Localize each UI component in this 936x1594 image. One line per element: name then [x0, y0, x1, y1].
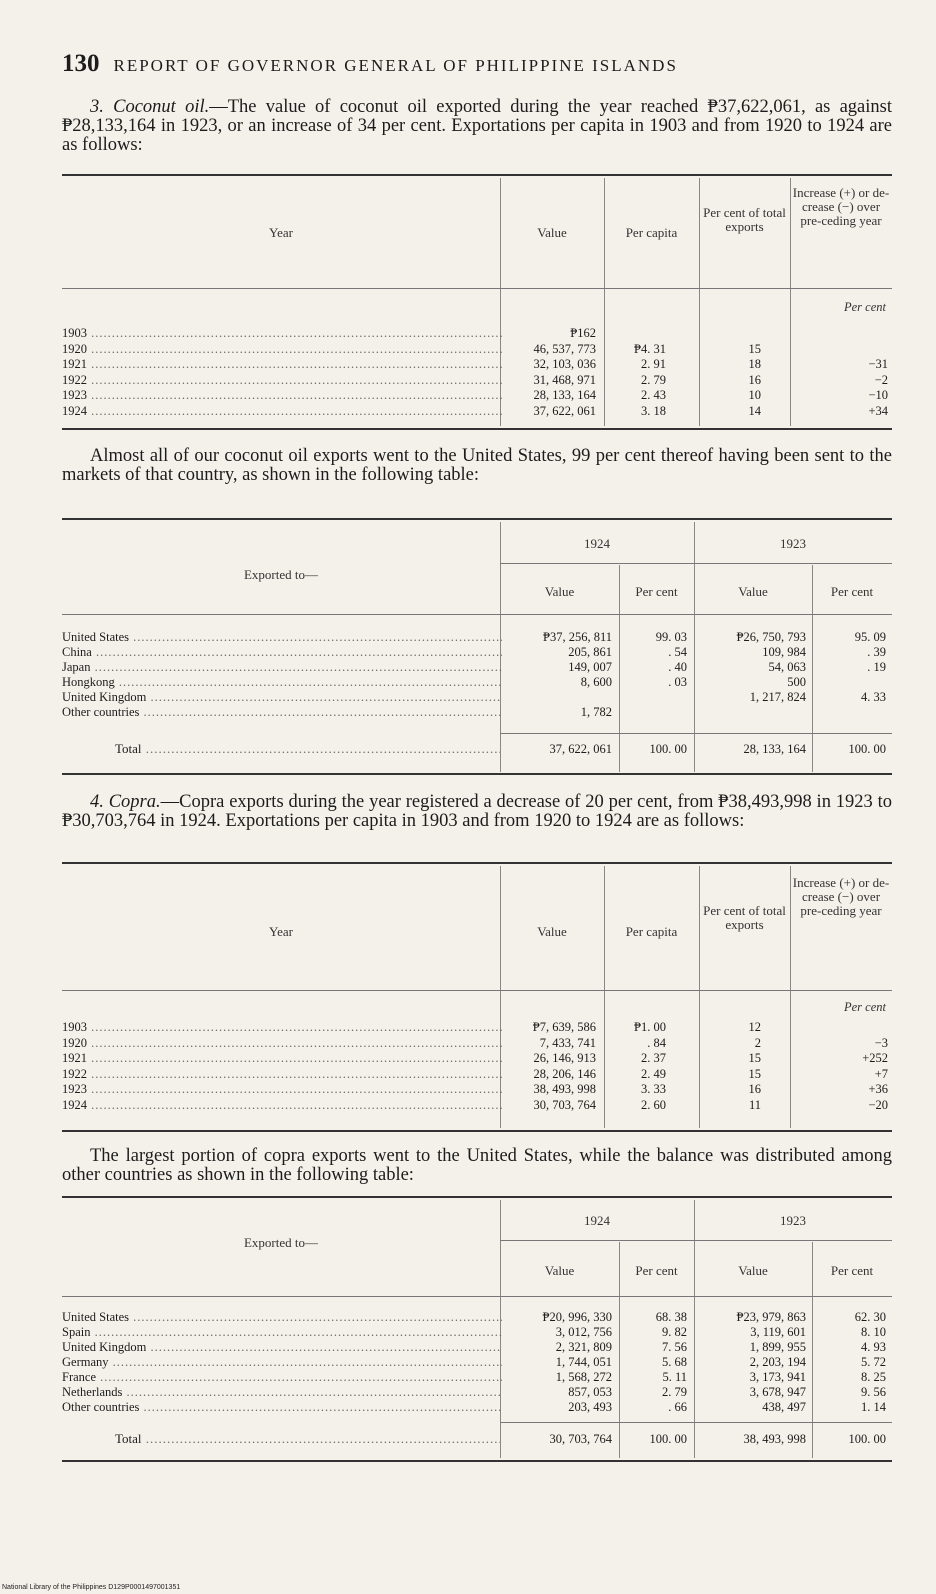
row-percent-1924: . 54 — [668, 645, 687, 659]
row-percent-1923: . 39 — [867, 645, 886, 659]
row-value: 7, 433, 741 — [539, 1035, 596, 1050]
row-increase: −3 — [874, 1035, 888, 1050]
row-country: Other countries ..... — [62, 705, 502, 719]
row-value-1924: 2, 321, 809 — [555, 1340, 612, 1354]
col-header-value-1924: Value — [544, 1263, 575, 1278]
row-country: United States ..... — [62, 1310, 502, 1324]
col-header-year: Year — [269, 924, 293, 939]
row-percent-1923: 62. 30 — [854, 1310, 886, 1324]
row-value-1923: ₱23, 979, 863 — [736, 1310, 806, 1324]
row-per-capita: 2. 37 — [641, 1051, 666, 1065]
row-percent-1923: 95. 09 — [854, 630, 886, 644]
row-year: 1924 ..... — [62, 1098, 502, 1112]
row-value-1923: 500 — [787, 675, 806, 689]
row-year: 1924 ..... — [62, 404, 502, 418]
total-value-1924: 37, 622, 061 — [549, 742, 612, 756]
row-percent-1924: 9. 82 — [662, 1325, 687, 1339]
row-per-cent: 15 — [748, 1066, 761, 1081]
row-value-1924: 857, 053 — [568, 1385, 612, 1399]
row-per-cent: 11 — [748, 1097, 761, 1112]
col-header-value-1924: Value — [544, 584, 575, 599]
unit-label: Per cent — [844, 300, 886, 314]
col-header-percent-1923: Per cent — [830, 1263, 874, 1278]
row-per-cent: 15 — [748, 341, 761, 356]
row-per-cent: 15 — [748, 1051, 761, 1065]
row-increase: −10 — [868, 388, 888, 402]
col-header-percent-1924: Per cent — [635, 584, 678, 599]
row-percent-1923: 1. 14 — [861, 1400, 886, 1414]
total-percent-1923: 100. 00 — [848, 1432, 886, 1446]
row-value-1923: ₱26, 750, 793 — [736, 630, 806, 644]
year-header-1924: 1924 — [584, 536, 610, 551]
row-increase: −31 — [868, 357, 888, 371]
row-value-1924: 1, 782 — [580, 705, 612, 719]
row-per-capita: ₱4. 31 — [634, 341, 666, 356]
row-value-1923: 3, 678, 947 — [749, 1385, 806, 1399]
col-header-exported-to: Exported to— — [243, 1235, 318, 1250]
row-value-1924: 205, 861 — [568, 645, 612, 659]
paragraph-coconut-oil-destinations — [62, 447, 892, 485]
total-label: Total ..... — [115, 1432, 500, 1446]
row-per-cent: 16 — [748, 1082, 761, 1096]
row-value: 28, 133, 164 — [533, 388, 596, 402]
total-value-1924: 30, 703, 764 — [549, 1432, 612, 1446]
row-year: 1923 ..... — [62, 388, 502, 402]
row-year: 1922 ..... — [62, 373, 502, 387]
row-year: 1903 ..... — [62, 326, 502, 340]
total-percent-1924: 100. 00 — [649, 1432, 687, 1446]
total-percent-1923: 100. 00 — [848, 742, 886, 756]
year-header-1923: 1923 — [780, 536, 806, 551]
row-value-1924: 1, 744, 051 — [555, 1355, 612, 1369]
row-value: 38, 493, 998 — [533, 1082, 596, 1096]
row-per-cent: 10 — [748, 388, 761, 402]
row-percent-1923: 9. 56 — [861, 1385, 886, 1399]
row-value: 30, 703, 764 — [533, 1097, 596, 1112]
row-percent-1924: 5. 68 — [662, 1355, 687, 1369]
row-value: 31, 468, 971 — [533, 372, 596, 387]
year-header-1923: 1923 — [780, 1213, 806, 1228]
row-per-capita: 3. 18 — [641, 403, 666, 418]
row-value-1923: 2, 203, 194 — [749, 1355, 806, 1369]
row-country: Other countries ..... — [62, 1400, 502, 1414]
row-year: 1921 ..... — [62, 1051, 502, 1065]
col-header-value: Value — [537, 225, 567, 240]
row-value-1924: ₱37, 256, 811 — [543, 630, 612, 644]
total-label: Total ..... — [115, 742, 500, 756]
col-header-value-1923: Value — [738, 584, 768, 599]
row-value: ₱162 — [570, 326, 596, 340]
row-per-cent: 16 — [748, 372, 761, 387]
row-per-capita: 2. 49 — [641, 1066, 666, 1081]
row-value-1923: 109, 984 — [762, 645, 806, 659]
row-increase: +34 — [868, 403, 888, 418]
row-percent-1924: 68. 38 — [655, 1310, 687, 1324]
row-value-1923: 1, 899, 955 — [749, 1340, 806, 1354]
row-percent-1923: 8. 10 — [861, 1325, 886, 1339]
paragraph-text: The largest portion of copra exports went to the United States, while the balance was distributed among other countries as shown in the following table: — [62, 1146, 892, 1185]
paragraph-text: —The value of coconut oil exported during the year reached ₱37,622,061, as against ₱28,133,164 in 1923, or an increase of 34 per cent. Exportations per capita in 1903 and from 1920 to 1924 are as follows: — [62, 97, 892, 155]
col-header-percent-1924: Per cent — [635, 1263, 678, 1278]
row-country: United Kingdom ..... — [62, 1340, 502, 1354]
total-value-1923: 38, 493, 998 — [743, 1432, 806, 1446]
col-header-per-capita: Per capita — [625, 924, 678, 939]
row-year: 1920 ..... — [62, 1036, 502, 1050]
row-percent-1924: 2. 79 — [662, 1385, 687, 1399]
row-value: ₱7, 639, 586 — [532, 1020, 596, 1034]
row-per-cent: 12 — [748, 1020, 761, 1034]
row-increase: +36 — [868, 1082, 888, 1096]
row-percent-1924: 7. 56 — [662, 1340, 687, 1354]
row-value: 32, 103, 036 — [533, 357, 596, 371]
row-increase: +7 — [874, 1066, 888, 1081]
col-header-per-cent-total: Per cent of total exports — [703, 205, 786, 234]
col-header-value: Value — [537, 924, 567, 939]
row-percent-1923: . 19 — [867, 660, 886, 674]
col-header-percent-1923: Per cent — [830, 584, 874, 599]
row-value-1924: 203, 493 — [568, 1400, 612, 1414]
row-percent-1924: 5. 11 — [662, 1370, 687, 1384]
row-country: United States ..... — [62, 630, 502, 644]
row-value-1923: 1, 217, 824 — [749, 690, 806, 704]
row-year: 1922 ..... — [62, 1067, 502, 1081]
row-value-1923: 3, 173, 941 — [749, 1370, 806, 1384]
paragraph-text: —Copra exports during the year registered a decrease of 20 per cent, from ₱38,493,998 in 1923 to ₱30,703,764 in 1924. Exportations per capita in 1903 and from 1920 to 1924 are as follows: — [62, 792, 893, 831]
row-value-1924: 149, 007 — [568, 660, 612, 674]
total-value-1923: 28, 133, 164 — [743, 742, 806, 756]
row-per-cent: 18 — [748, 357, 761, 371]
row-percent-1923: 4. 33 — [861, 690, 886, 704]
row-percent-1923: 4. 93 — [861, 1340, 886, 1354]
row-per-capita: ₱1. 00 — [634, 1020, 666, 1034]
row-value-1924: 1, 568, 272 — [555, 1370, 612, 1384]
row-percent-1924: . 40 — [668, 660, 687, 674]
col-header-exported-to: Exported to— — [243, 567, 318, 582]
col-header-per-cent-total: Per cent of total exports — [703, 903, 786, 932]
row-percent-1924: 99. 03 — [655, 630, 687, 644]
row-value-1923: 438, 497 — [762, 1400, 806, 1414]
col-header-per-capita: Per capita — [625, 225, 678, 240]
row-per-cent: 14 — [748, 403, 761, 418]
row-value: 46, 537, 773 — [533, 341, 596, 356]
row-value: 26, 146, 913 — [533, 1051, 596, 1065]
row-value: 28, 206, 146 — [533, 1066, 596, 1081]
row-per-capita: 3. 33 — [641, 1082, 666, 1096]
paragraph-copra — [62, 793, 892, 831]
total-percent-1924: 100. 00 — [649, 742, 687, 756]
row-per-capita: 2. 79 — [641, 372, 666, 387]
row-year: 1923 ..... — [62, 1082, 502, 1096]
row-per-capita: 2. 91 — [641, 357, 666, 371]
row-country: United Kingdom ..... — [62, 690, 502, 704]
page-header — [62, 50, 882, 78]
paragraph-text: Almost all of our coconut oil exports went to the United States, 99 per cent thereof having been sent to the markets of that country, as shown in the following table: — [62, 446, 892, 485]
row-value: 37, 622, 061 — [533, 403, 596, 418]
row-value-1924: ₱20, 996, 330 — [542, 1310, 612, 1324]
paragraph-coconut-oil — [62, 98, 892, 155]
row-country: Germany ..... — [62, 1355, 502, 1369]
row-year: 1903 ..... — [62, 1020, 502, 1034]
row-percent-1923: 8. 25 — [861, 1370, 886, 1384]
col-header-increase: Increase (+) or de-crease (−) over pre-ceding year — [792, 185, 890, 228]
row-year: 1921 ..... — [62, 357, 502, 371]
row-per-capita: . 84 — [647, 1035, 666, 1050]
row-value-1924: 3, 012, 756 — [555, 1325, 612, 1339]
row-percent-1924: . 66 — [668, 1400, 687, 1414]
row-per-cent: 2 — [754, 1035, 761, 1050]
row-country: Netherlands ..... — [62, 1385, 502, 1399]
row-per-capita: 2. 43 — [641, 388, 666, 402]
row-value-1923: 54, 063 — [768, 660, 806, 674]
row-percent-1924: . 03 — [668, 675, 687, 689]
row-year: 1920 ..... — [62, 342, 502, 356]
row-per-capita: 2. 60 — [641, 1097, 666, 1112]
row-value-1923: 3, 119, 601 — [750, 1325, 806, 1339]
page-number: 130 — [62, 50, 100, 77]
scan-footer: National Library of the Philippines D129P0001497001351 — [2, 1584, 181, 1591]
row-country: Hongkong ..... — [62, 675, 502, 689]
col-header-year: Year — [269, 225, 293, 240]
row-value-1924: 8, 600 — [580, 675, 612, 689]
section-lead: 4. Copra. — [90, 792, 161, 812]
row-increase: −2 — [874, 372, 888, 387]
col-header-increase: Increase (+) or de-crease (−) over pre-ceding year — [792, 875, 890, 918]
row-country: Japan ..... — [62, 660, 502, 674]
running-title: REPORT OF GOVERNOR GENERAL OF PHILIPPINE ISLANDS — [113, 56, 678, 75]
row-percent-1923: 5. 72 — [861, 1355, 886, 1369]
row-increase: −20 — [868, 1097, 888, 1112]
unit-label: Per cent — [844, 1000, 886, 1014]
row-country: Spain ..... — [62, 1325, 502, 1339]
section-lead: 3. Coconut oil. — [90, 97, 210, 117]
paragraph-copra-destinations — [62, 1147, 892, 1185]
year-header-1924: 1924 — [584, 1213, 610, 1228]
row-country: China ..... — [62, 645, 502, 659]
row-country: France ..... — [62, 1370, 502, 1384]
col-header-value-1923: Value — [738, 1263, 768, 1278]
row-increase: +252 — [862, 1051, 888, 1065]
